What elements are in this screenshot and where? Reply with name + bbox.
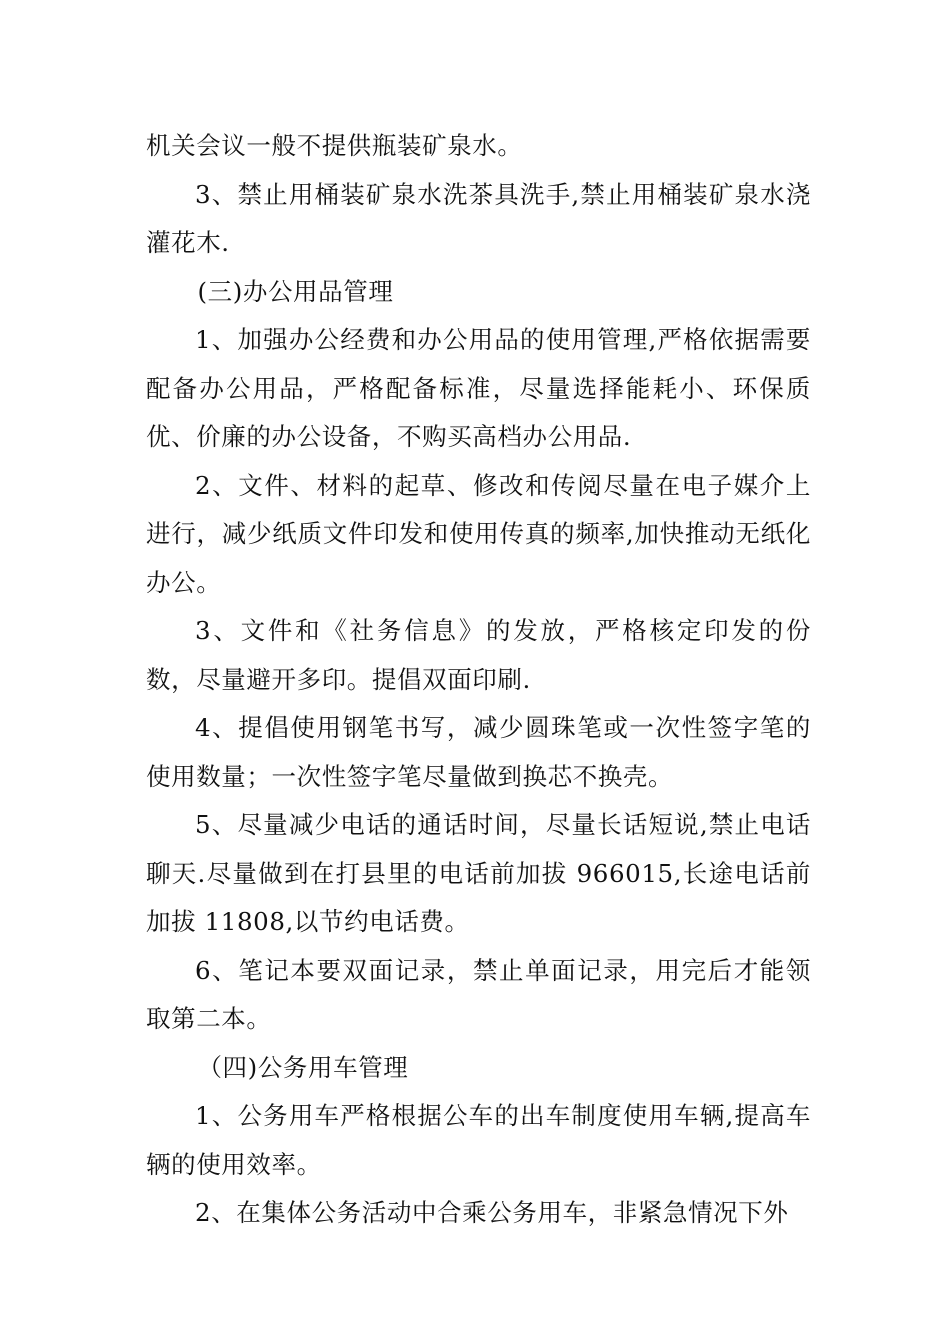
section-heading-vehicles: （四)公务用车管理 (197, 1052, 409, 1082)
paragraph-item-5-phone: 5、尽量减少电话的通话时间，尽量长话短说,禁止电话聊天.尽量做到在打县里的电话前加拔 966015,长途电话前加拔 11808,以节约电话费。 (146, 810, 811, 936)
paragraph-item-3-printing: 3、文件和《社务信息》的发放，严格核定印发的份数，尽量避开多印。提倡双面印刷. (146, 616, 811, 694)
paragraph-item-4-pens: 4、提倡使用钢笔书写，减少圆珠笔或一次性签字笔的使用数量；一次性签字笔尽量做到换芯不换壳。 (146, 713, 811, 791)
paragraph-item-6-notebook: 6、笔记本要双面记录，禁止单面记录，用完后才能领取第二本。 (146, 955, 811, 1033)
section-heading-office-supplies: (三)办公用品管理 (197, 276, 394, 306)
paragraph-item-3-water: 3、禁止用桶装矿泉水洗茶具洗手,禁止用桶装矿泉水浇灌花木. (146, 179, 811, 257)
document-body (146, 122, 811, 1238)
paragraph-item-2-documents: 2、文件、材料的起草、修改和传阅尽量在电子媒介上进行，减少纸质文件印发和使用传真的频率,加快推动无纸化办公。 (146, 470, 811, 597)
paragraph-item-2-carpool: 2、在集体公务活动中合乘公务用车，非紧急情况下外 (195, 1198, 789, 1227)
paragraph-continuation: 机关会议一般不提供瓶装矿泉水。 (146, 131, 523, 160)
paragraph-item-1-supplies: 1、加强办公经费和办公用品的使用管理,严格依据需要配备办公用品，严格配备标准，尽量选择能耗小、环保质优、价廉的办公设备，不购买高档办公用品. (146, 325, 811, 451)
paragraph-item-1-vehicles: 1、公务用车严格根据公车的出车制度使用车辆,提高车辆的使用效率。 (146, 1101, 811, 1179)
